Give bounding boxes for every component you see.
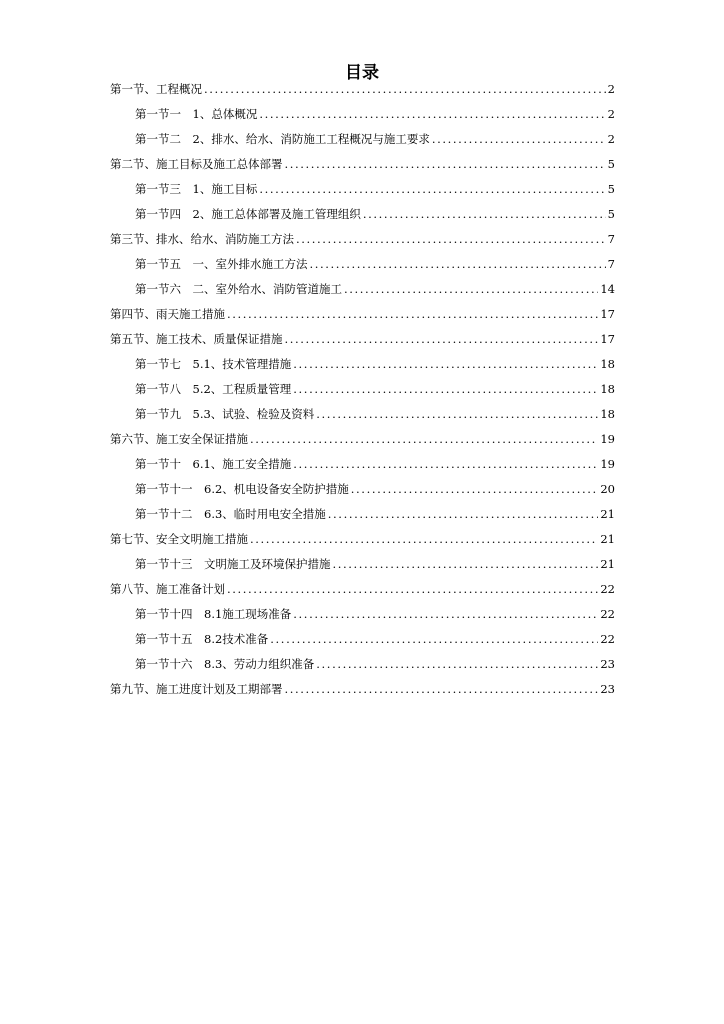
toc-entry-section[interactable] [110, 330, 615, 355]
toc-page-number: 17 [600, 307, 615, 321]
toc-entry-label: 第八节、施工准备计划 [110, 582, 225, 596]
toc-entry-label: 第一节十五 8.2技术准备 [135, 632, 269, 646]
toc-dot-leader [270, 630, 598, 648]
toc-dot-leader [333, 555, 599, 573]
toc-entry-label: 第一节九 5.3、试验、检验及资料 [135, 407, 315, 421]
toc-entry-label: 第一节十一 6.2、机电设备安全防护措施 [135, 482, 349, 496]
toc-page-number: 2 [607, 82, 615, 96]
toc-entry-subsection[interactable] [110, 655, 615, 680]
toc-dot-leader [285, 680, 599, 698]
toc-dot-leader [227, 305, 598, 323]
toc-dot-leader [293, 605, 598, 623]
toc-dot-leader [293, 355, 598, 373]
toc-entry-section[interactable] [110, 155, 615, 180]
toc-entry-subsection[interactable] [110, 380, 615, 405]
toc-entry-section[interactable] [110, 430, 615, 455]
toc-dot-leader [316, 405, 598, 423]
toc-entry-label: 第一节十二 6.3、临时用电安全措施 [135, 507, 326, 521]
toc-entry-subsection[interactable] [110, 105, 615, 130]
toc-entry-label: 第一节一 1、总体概况 [135, 107, 258, 121]
toc-page-number: 17 [600, 332, 615, 346]
toc-dot-leader [227, 580, 598, 598]
toc-page-number: 18 [600, 382, 615, 396]
toc-dot-leader [250, 430, 598, 448]
toc-entry-subsection[interactable] [110, 555, 615, 580]
toc-page-number: 14 [600, 282, 615, 296]
table-of-contents [110, 80, 615, 705]
toc-entry-label: 第九节、施工进度计划及工期部署 [110, 682, 283, 696]
toc-entry-subsection[interactable] [110, 505, 615, 530]
toc-entry-label: 第三节、排水、给水、消防施工方法 [110, 232, 294, 246]
toc-entry-subsection[interactable] [110, 255, 615, 280]
toc-entry-label: 第一节七 5.1、技术管理措施 [135, 357, 292, 371]
toc-entry-subsection[interactable] [110, 605, 615, 630]
toc-page-number: 21 [600, 507, 615, 521]
toc-entry-label: 第一节十三 文明施工及环境保护措施 [135, 557, 331, 571]
toc-entry-section[interactable] [110, 530, 615, 555]
toc-page-number: 21 [600, 532, 615, 546]
toc-dot-leader [259, 105, 605, 123]
toc-page-number: 5 [607, 182, 615, 196]
toc-page-number: 23 [600, 657, 615, 671]
toc-page-number: 19 [600, 432, 615, 446]
toc-page-number: 2 [607, 107, 615, 121]
toc-page-number: 2 [607, 132, 615, 146]
toc-page-number: 20 [600, 482, 615, 496]
toc-page-number: 18 [600, 407, 615, 421]
toc-page-number: 19 [600, 457, 615, 471]
toc-entry-subsection[interactable] [110, 455, 615, 480]
toc-entry-label: 第一节十六 8.3、劳动力组织准备 [135, 657, 315, 671]
toc-dot-leader [296, 230, 606, 248]
toc-entry-label: 第二节、施工目标及施工总体部署 [110, 157, 283, 171]
toc-dot-leader [344, 280, 598, 298]
toc-entry-subsection[interactable] [110, 130, 615, 155]
toc-entry-label: 第一节、工程概况 [110, 82, 202, 96]
toc-entry-label: 第一节四 2、施工总体部署及施工管理组织 [135, 207, 361, 221]
toc-dot-leader [363, 205, 606, 223]
toc-dot-leader [316, 655, 598, 673]
toc-dot-leader [293, 455, 598, 473]
toc-entry-label: 第五节、施工技术、质量保证措施 [110, 332, 283, 346]
toc-entry-subsection[interactable] [110, 630, 615, 655]
toc-entry-label: 第四节、雨天施工措施 [110, 307, 225, 321]
toc-dot-leader [432, 130, 606, 148]
toc-dot-leader [310, 255, 606, 273]
toc-entry-label: 第一节二 2、排水、给水、消防施工工程概况与施工要求 [135, 132, 430, 146]
toc-entry-label: 第一节十四 8.1施工现场准备 [135, 607, 292, 621]
toc-entry-section[interactable] [110, 580, 615, 605]
toc-entry-section[interactable] [110, 230, 615, 255]
toc-dot-leader [285, 330, 599, 348]
toc-entry-label: 第一节十 6.1、施工安全措施 [135, 457, 292, 471]
toc-page-number: 21 [600, 557, 615, 571]
toc-entry-section[interactable] [110, 680, 615, 705]
page-title: 目录 [345, 63, 379, 83]
toc-page-number: 5 [607, 157, 615, 171]
toc-page-number: 22 [600, 632, 615, 646]
toc-page-number: 7 [607, 257, 615, 271]
toc-entry-subsection[interactable] [110, 355, 615, 380]
toc-page-number: 23 [600, 682, 615, 696]
toc-page-number: 22 [600, 582, 615, 596]
toc-entry-subsection[interactable] [110, 205, 615, 230]
toc-dot-leader [259, 180, 605, 198]
toc-entry-label: 第七节、安全文明施工措施 [110, 532, 248, 546]
toc-entry-subsection[interactable] [110, 280, 615, 305]
toc-entry-section[interactable] [110, 80, 615, 105]
toc-entry-subsection[interactable] [110, 480, 615, 505]
toc-entry-label: 第一节三 1、施工目标 [135, 182, 258, 196]
toc-entry-subsection[interactable] [110, 405, 615, 430]
toc-dot-leader [285, 155, 606, 173]
toc-dot-leader [204, 80, 606, 98]
toc-dot-leader [250, 530, 598, 548]
toc-dot-leader [351, 480, 599, 498]
toc-entry-label: 第一节五 一、室外排水施工方法 [135, 257, 308, 271]
toc-entry-section[interactable] [110, 305, 615, 330]
toc-entry-label: 第一节六 二、室外给水、消防管道施工 [135, 282, 342, 296]
toc-page-number: 22 [600, 607, 615, 621]
toc-dot-leader [293, 380, 598, 398]
toc-page-number: 18 [600, 357, 615, 371]
toc-page-number: 7 [607, 232, 615, 246]
toc-entry-subsection[interactable] [110, 180, 615, 205]
toc-entry-label: 第六节、施工安全保证措施 [110, 432, 248, 446]
toc-dot-leader [328, 505, 599, 523]
toc-page-number: 5 [607, 207, 615, 221]
toc-entry-label: 第一节八 5.2、工程质量管理 [135, 382, 292, 396]
